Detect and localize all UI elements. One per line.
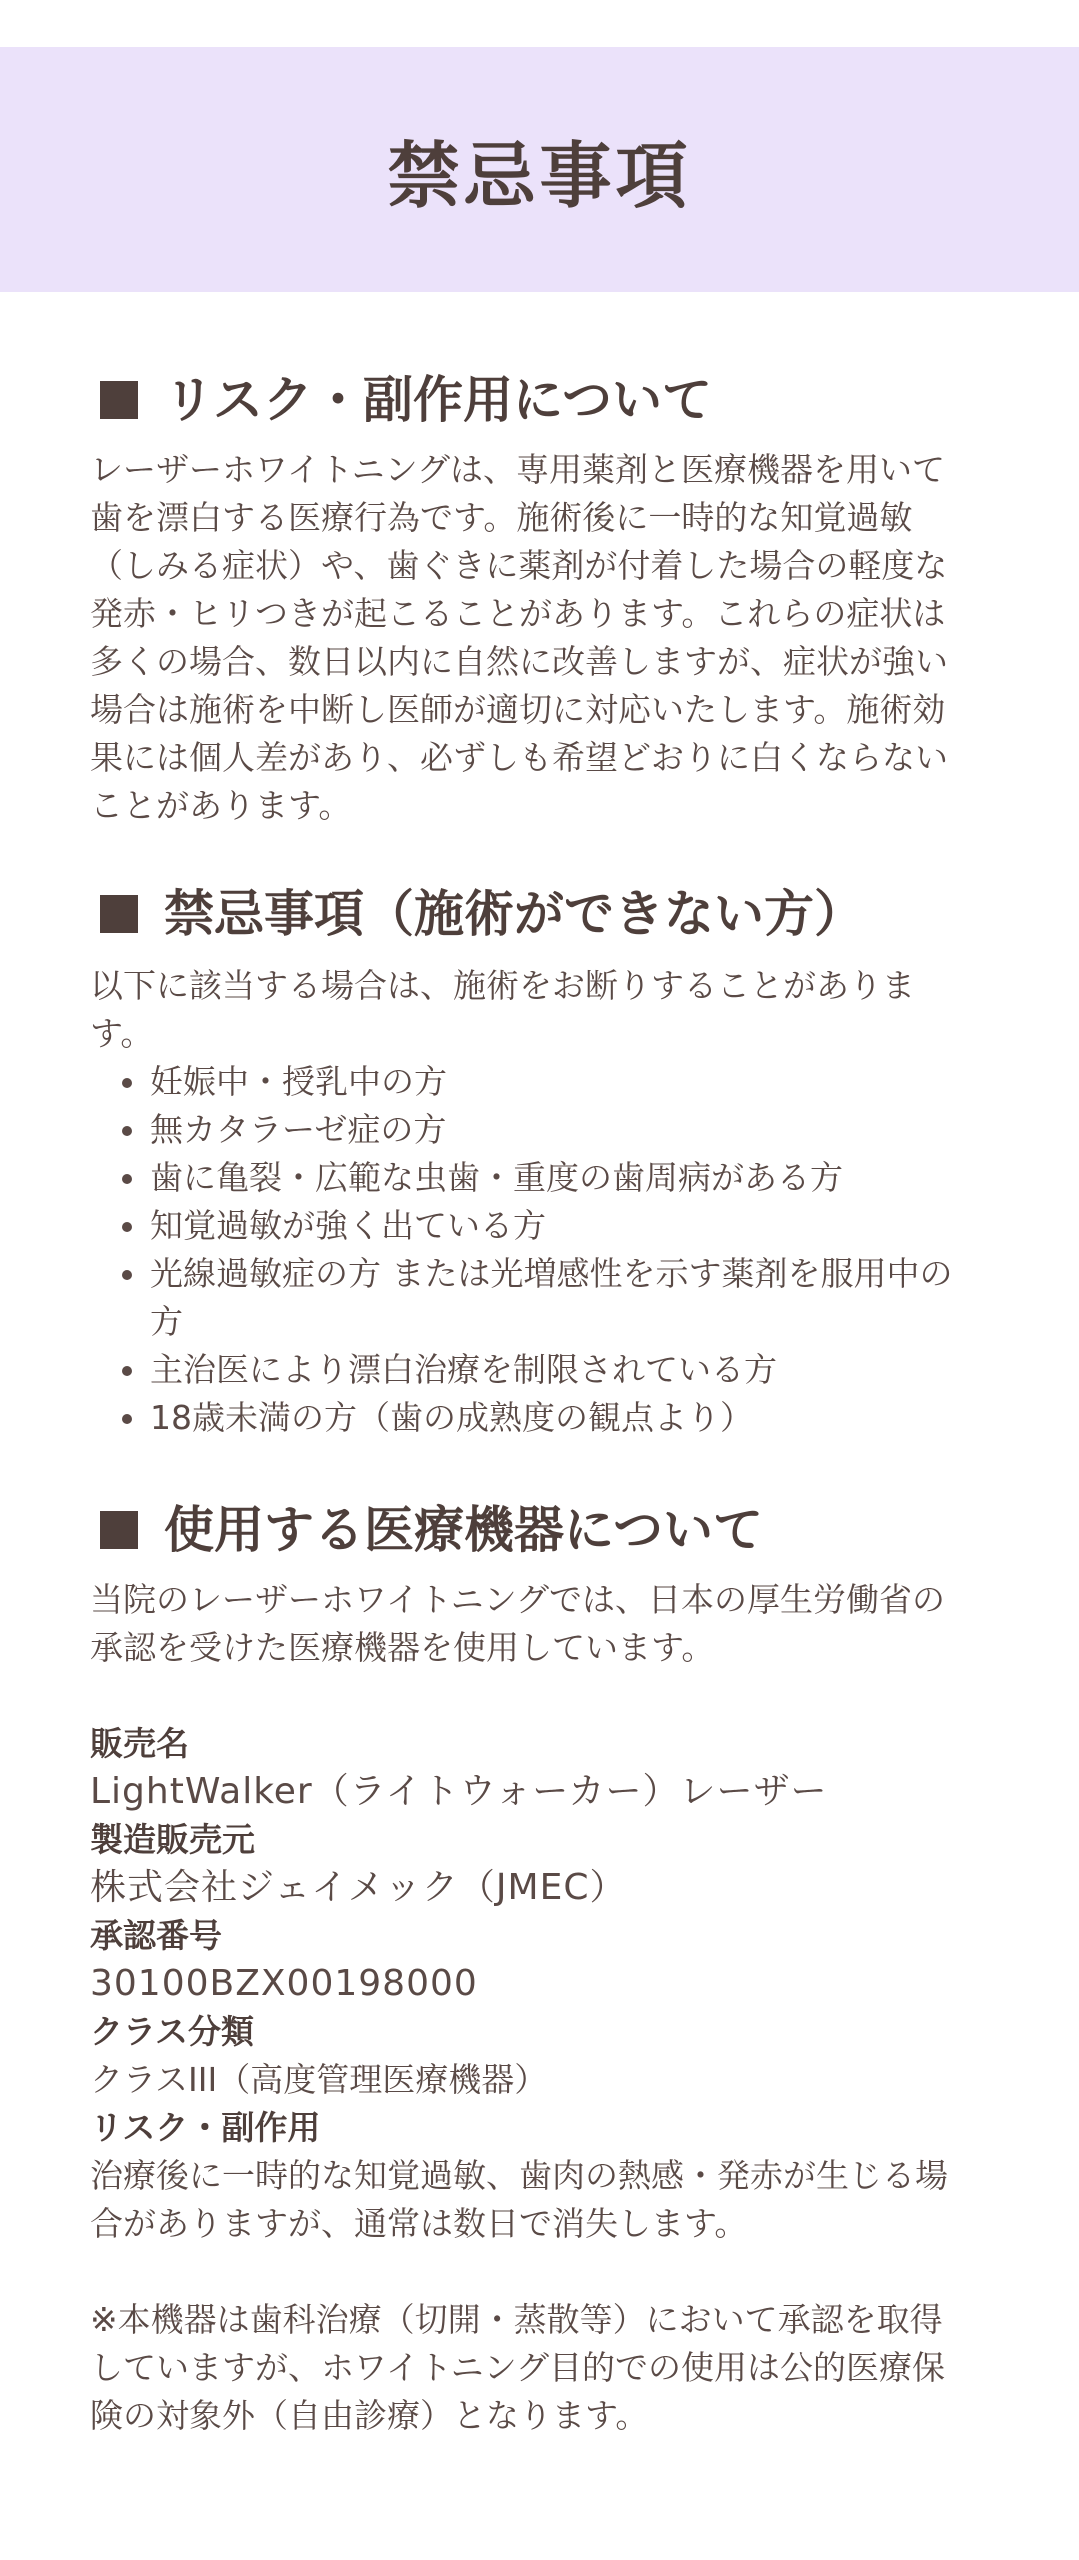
spec-label-product-name: 販売名 [90, 1724, 189, 1763]
spec-label-risk: リスク・副作用 [90, 2108, 321, 2147]
list-item: 無カタラーゼ症の方 [120, 1106, 970, 1154]
spec-label-class: クラス分類 [90, 2012, 255, 2051]
spacer [90, 1672, 970, 1720]
spec-value-class: クラスIII（高度管理医療機器） [90, 2060, 548, 2099]
list-item: 知覚過敏が強く出ている方 [120, 1202, 970, 1250]
main-content [0, 370, 970, 2440]
device-note: ※本機器は歯科治療（切開・蒸散等）において承認を取得していますが、ホワイトニング目的での使用は公的医療保険の対象外（自由診療）となります。 [90, 2300, 946, 2435]
risk-section-body: レーザーホワイトニングは、専用薬剤と医療機器を用いて歯を漂白する医療行為です。施術後に一時的な知覚過敏（しみる症状）や、歯ぐきに薬剤が付着した場合の軽度な発赤・ヒリつきが起こることがあります。これらの症状は多くの場合、数日以内に自然に改善しますが、症状が強い場合は施術を中断し医師が適切に対応いたします。施術効果には個人差があり、必ずしも希望どおりに白くならないことがあります。 [90, 450, 948, 825]
contraindications-list [90, 1058, 970, 1442]
square-bullet-icon [100, 1511, 138, 1549]
spec-label-approval-number: 承認番号 [90, 1916, 222, 1955]
list-item: 妊娠中・授乳中の方 [120, 1058, 970, 1106]
contraindications-intro: 以下に該当する場合は、施術をお断りすることがあります。 [90, 966, 915, 1053]
list-item: 光線過敏症の方 または光増感性を示す薬剤を服用中の方 [120, 1250, 970, 1346]
contraindications-section-heading [90, 884, 970, 944]
spec-value-product-name: LightWalker（ライトウォーカー）レーザー [90, 1771, 828, 1812]
square-bullet-icon [100, 381, 138, 419]
spacer [90, 2248, 970, 2296]
list-item: 18歳未満の方（歯の成熟度の観点より） [120, 1394, 970, 1442]
risk-section [90, 370, 970, 830]
device-section-title: 使用する医療機器について [164, 1501, 763, 1559]
device-section [90, 1500, 970, 2440]
page-header [0, 47, 1079, 292]
spec-value-approval-number: 30100BZX00198000 [90, 1963, 478, 2004]
risk-section-heading [90, 370, 970, 430]
page-title: 禁忌事項 [387, 133, 692, 218]
device-section-heading [90, 1500, 970, 1560]
contraindications-section-title: 禁忌事項（施術ができない方） [164, 885, 864, 943]
square-bullet-icon [100, 895, 138, 933]
list-item: 主治医により漂白治療を制限されている方 [120, 1346, 970, 1394]
device-intro: 当院のレーザーホワイトニングでは、日本の厚生労働省の承認を受けた医療機器を使用しています。 [90, 1580, 946, 1667]
risk-section-title: リスク・副作用について [164, 371, 712, 429]
top-spacer [0, 0, 1079, 47]
spec-value-manufacturer: 株式会社ジェイメック（JMEC） [90, 1867, 627, 1908]
contraindications-section [90, 884, 970, 1442]
list-item: 歯に亀裂・広範な虫歯・重度の歯周病がある方 [120, 1154, 970, 1202]
spec-value-risk: 治療後に一時的な知覚過敏、歯肉の熱感・発赤が生じる場合がありますが、通常は数日で消失します。 [90, 2156, 948, 2243]
device-specs [90, 1720, 970, 2248]
spec-label-manufacturer: 製造販売元 [90, 1820, 255, 1859]
